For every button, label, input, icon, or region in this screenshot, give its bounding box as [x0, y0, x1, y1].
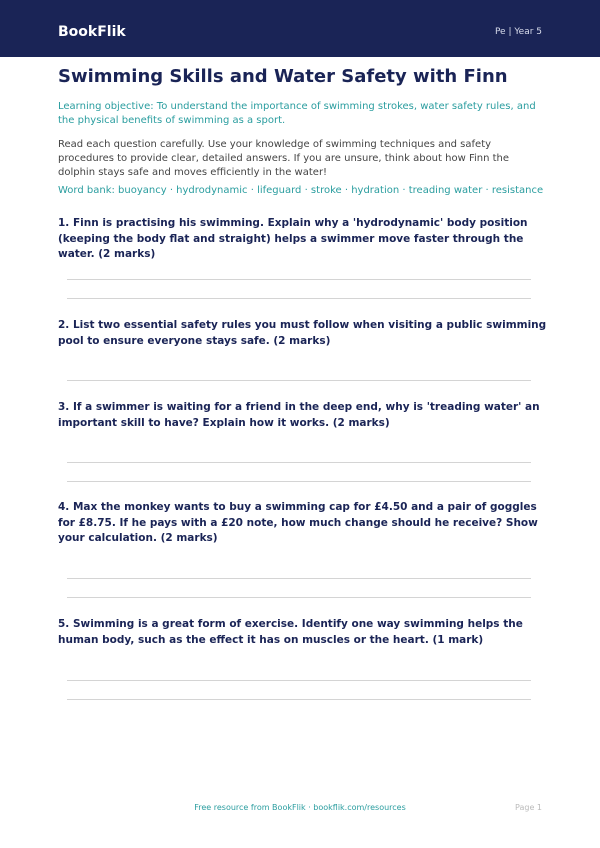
question-3: 3. If a swimmer is waiting for a friend in the deep end, why is 'treading water' an important skill to have? Explain how it works. (2 marks) [58, 401, 540, 429]
answer-line[interactable] [67, 699, 531, 700]
footer-text: Free resource from BookFlik · bookflik.com/resources [194, 803, 406, 812]
question-4: 4. Max the monkey wants to buy a swimming cap for £4.50 and a pair of goggles for £8.75. If he pays with a £20 note, how much change should he receive? Show your calculation. (2 marks) [58, 501, 538, 544]
answer-line[interactable] [67, 462, 531, 463]
instructions: Read each question carefully. Use your knowledge of swimming techniques and safety procedures to provide clear, detailed answers. If you are unsure, think about how Finn the dolphin stays safe and moves efficiently in the water! [58, 139, 510, 178]
answer-line[interactable] [67, 380, 531, 381]
page-title: Swimming Skills and Water Safety with Finn [58, 66, 508, 87]
brand-logo: BookFlik [58, 24, 126, 40]
answer-line[interactable] [67, 298, 531, 299]
word-bank: Word bank: buoyancy · hydrodynamic · lifeguard · stroke · hydration · treading water · resistance [58, 185, 544, 196]
learning-objective: Learning objective: To understand the importance of swimming strokes, water safety rules, and the physical benefits of swimming as a sport. [58, 101, 536, 126]
header-bar [0, 0, 600, 57]
answer-line[interactable] [67, 578, 531, 579]
page-number: Page 1 [515, 803, 542, 812]
answer-line[interactable] [67, 680, 531, 681]
subject-year-label: Pe | Year 5 [494, 27, 542, 37]
question-1: 1. Finn is practising his swimming. Explain why a 'hydrodynamic' body position (keeping the body flat and straight) helps a swimmer move faster through the water. (2 marks) [58, 217, 528, 260]
answer-line[interactable] [67, 279, 531, 280]
answer-line[interactable] [67, 481, 531, 482]
question-5: 5. Swimming is a great form of exercise. Identify one way swimming helps the human body, such as the effect it has on muscles or the heart. (1 mark) [58, 618, 523, 646]
question-2: 2. List two essential safety rules you must follow when visiting a public swimming pool to ensure everyone stays safe. (2 marks) [58, 319, 547, 347]
answer-line[interactable] [67, 597, 531, 598]
